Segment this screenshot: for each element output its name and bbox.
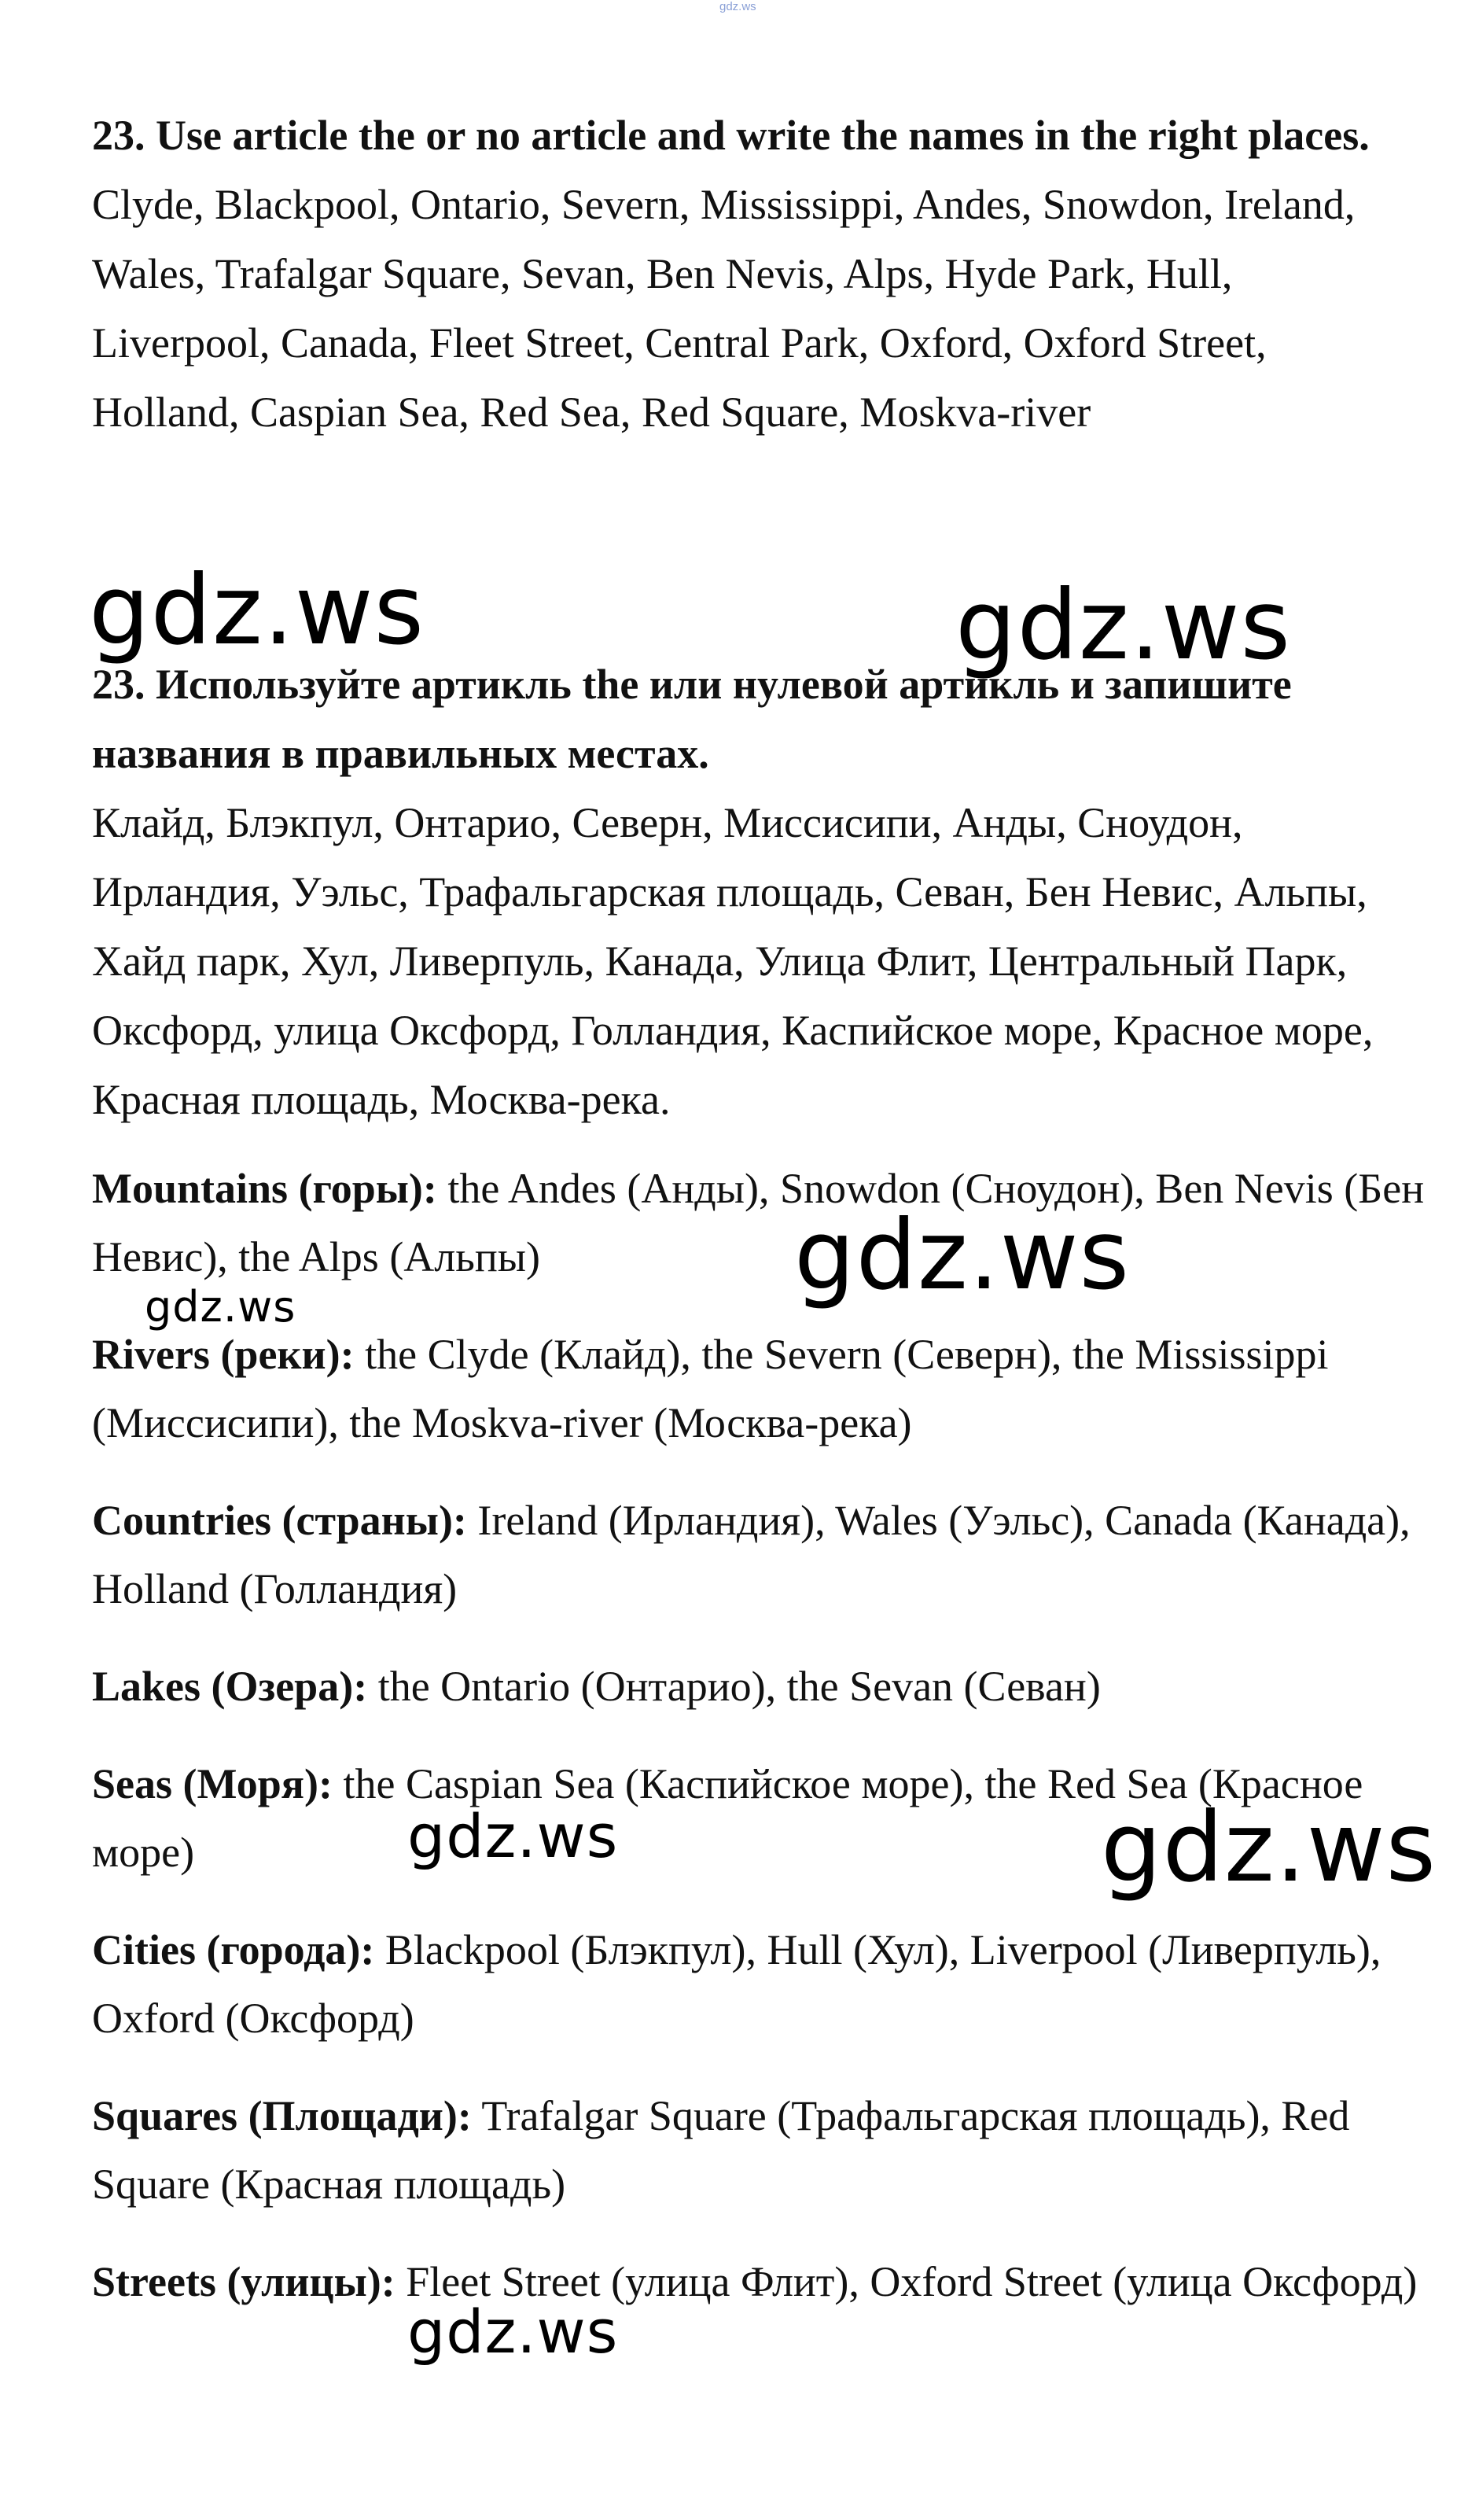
russian-word-list: Клайд, Блэкпул, Онтарио, Северн, Миссисипи, Анды, Сноудон, Ирландия, Уэльс, Трафальгарская площадь, Севан, Бен Невис, Альпы, Хайд парк, Хул, Ливерпуль, Канада, Улица Флит, Центральный Парк, Оксфорд, улица Оксфорд, Голландия, Каспийское море, Красное море, Красная площадь, Москва-река. xyxy=(92,799,1374,1123)
category-label: Squares (Площади): xyxy=(92,2092,472,2139)
category-items: the Caspian Sea (Каспийское море), the Red Sea (Красное море) xyxy=(92,1760,1363,1876)
category-items: the Ontario (Онтарио), the Sevan (Севан) xyxy=(377,1663,1101,1710)
answer-squares xyxy=(92,2082,1444,2219)
category-items: Blackpool (Блэкпул), Hull (Хул), Liverpool (Ливерпуль), Oxford (Оксфорд) xyxy=(92,1926,1382,2042)
category-label: Mountains (горы): xyxy=(92,1165,437,1212)
watermark: gdz.ws xyxy=(1101,1792,1437,1903)
category-items: the Clyde (Клайд), the Severn (Северн), the Mississippi (Миссисипи), the Moskva-river (Москва-река) xyxy=(92,1331,1329,1446)
category-items: Ireland (Ирландия), Wales (Уэльс), Canada (Канада), Holland (Голландия) xyxy=(92,1497,1411,1612)
english-task xyxy=(92,101,1421,447)
category-items: Trafalgar Square (Трафальгарская площадь), Red Square (Красная площадь) xyxy=(92,2092,1350,2208)
answer-mountains xyxy=(92,1155,1444,1291)
answer-cities xyxy=(92,1916,1444,2053)
category-label: Seas (Моря): xyxy=(92,1760,333,1807)
category-items: Fleet Street (улица Флит), Oxford Street (улица Оксфорд) xyxy=(406,2258,1418,2305)
english-task-title: 23. Use article the or no article and write the names in the right places. xyxy=(92,112,1370,159)
answer-countries xyxy=(92,1487,1444,1623)
top-watermark: gdz.ws xyxy=(719,0,756,13)
russian-task-title: 23. Используйте артикль the или нулевой артикль и запишите названия в правильных местах. xyxy=(92,661,1292,777)
category-label: Countries (страны): xyxy=(92,1497,467,1544)
english-word-list: Clyde, Blackpool, Ontario, Severn, Mississippi, Andes, Snowdon, Ireland, Wales, Trafalgar Square, Sevan, Ben Nevis, Alps, Hyde Park, Hull, Liverpool, Canada, Fleet Street, Central Park, Oxford, Oxford Street, Holland, Caspian Sea, Red Sea, Red Square, Moskva-river xyxy=(92,181,1356,436)
russian-task xyxy=(92,650,1421,1134)
category-items: the Andes (Анды), Snowdon (Сноудон), Ben Nevis (Бен Невис), the Alps (Альпы) xyxy=(92,1165,1425,1280)
watermark: gdz.ws xyxy=(145,1282,296,1332)
watermark: gdz.ws xyxy=(955,569,1292,681)
category-label: Rivers (реки): xyxy=(92,1331,355,1378)
watermark: gdz.ws xyxy=(407,2297,619,2367)
category-label: Lakes (Озера): xyxy=(92,1663,368,1710)
answer-streets xyxy=(92,2248,1444,2316)
category-label: Streets (улицы): xyxy=(92,2258,396,2305)
answer-rivers xyxy=(92,1321,1444,1457)
watermark: gdz.ws xyxy=(407,1801,619,1871)
watermark: gdz.ws xyxy=(89,554,425,666)
watermark: gdz.ws xyxy=(794,1199,1131,1311)
answer-lakes xyxy=(92,1652,1444,1721)
answer-list xyxy=(92,1155,1444,2345)
category-label: Cities (города): xyxy=(92,1926,375,1973)
